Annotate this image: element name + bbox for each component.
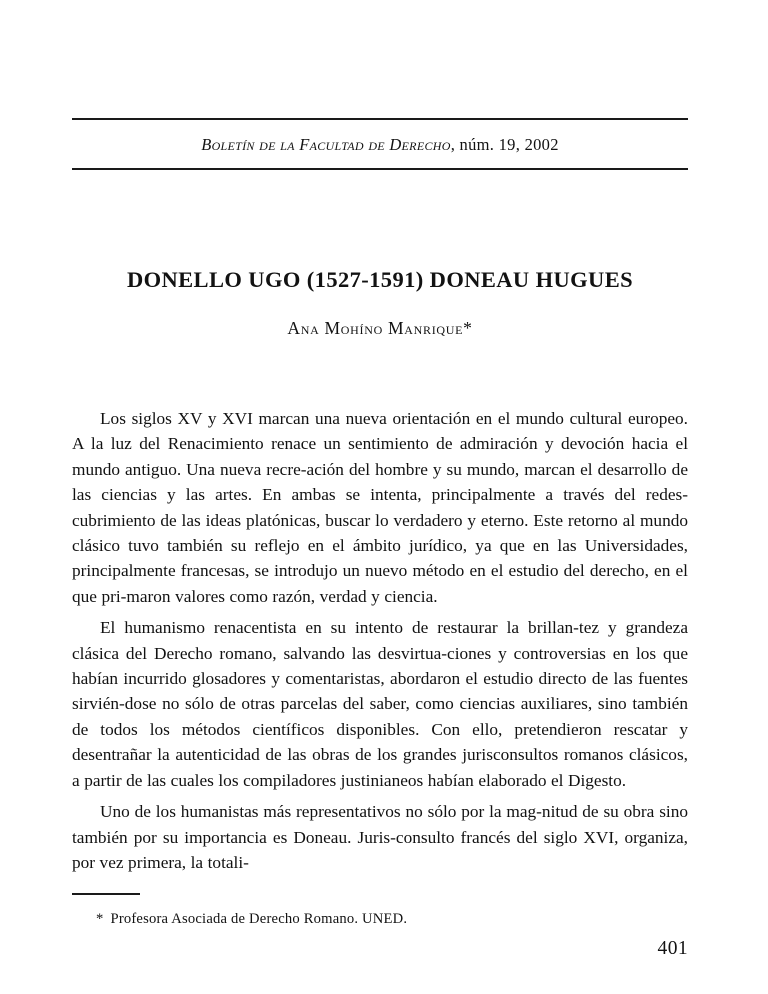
paragraph: El humanismo renacentista en su intento de restaurar la brillan-​tez y grandeza clásica del Derecho romano, salvando las desvirtua-​ciones y controversias en los que habían incurrido glosadores y comentaristas, abordaron el estudio directo de las fuentes sirvién-​dose no sólo de otras parcelas del saber, como ciencias auxiliares, sino también de todos los métodos científicos disponibles. Con ello, pretendieron rescatar y desentrañar la autenticidad de las obras de los grandes jurisconsultos romanos clásicos, a partir de las cuales los compiladores justinianeos habían elaborado el Digesto.: [72, 618, 688, 790]
footnote-marker: *: [96, 910, 104, 927]
journal-issue: , núm. 19, 2002: [450, 135, 559, 154]
page-number: 401: [657, 938, 688, 959]
footnote-block: [72, 893, 688, 929]
paragraph: Uno de los humanistas más representativos no sólo por la mag-​nitud de su obra sino también por su importancia es Doneau. Juris-​consulto francés del siglo XVI, organiza, por vez primera, la totali-: [72, 802, 688, 872]
footnote-entry: [72, 909, 688, 929]
paragraph: Los siglos XV y XVI marcan una nueva orientación en el mundo cultural europeo. A la luz del Renacimiento renace un sentimiento de admiración y devoción hacia el mundo antiguo. Una nueva recre-​ación del hombre y su mundo, marcan el desarrollo de las ciencias y las artes. En ambas se intenta, principalmente a través del redes-​cubrimiento de las ideas platónicas, buscar lo verdadero y eterno. Este retorno al mundo clásico tuvo también su reflejo en el ámbito jurídico, ya que en las Universidades, principalmente francesas, se introdujo un nuevo método en el estudio del derecho, en el que pri-​maron valores como razón, verdad y ciencia.: [72, 409, 688, 606]
footnote-separator-rule: [72, 893, 140, 895]
footnote-text: Profesora Asociada de Derecho Romano. UNED.: [110, 910, 408, 927]
header-rule-bottom: [72, 168, 688, 170]
author-byline: Ana Mohíno Manrique*: [287, 318, 473, 338]
page-title: DONELLO UGO (1527-1591) DONEAU HUGUES: [126, 267, 634, 293]
running-head-text: [72, 120, 688, 168]
running-head: [72, 118, 688, 170]
journal-title: Boletín de la Facultad de Derecho: [201, 135, 451, 154]
article-body: [72, 406, 688, 881]
